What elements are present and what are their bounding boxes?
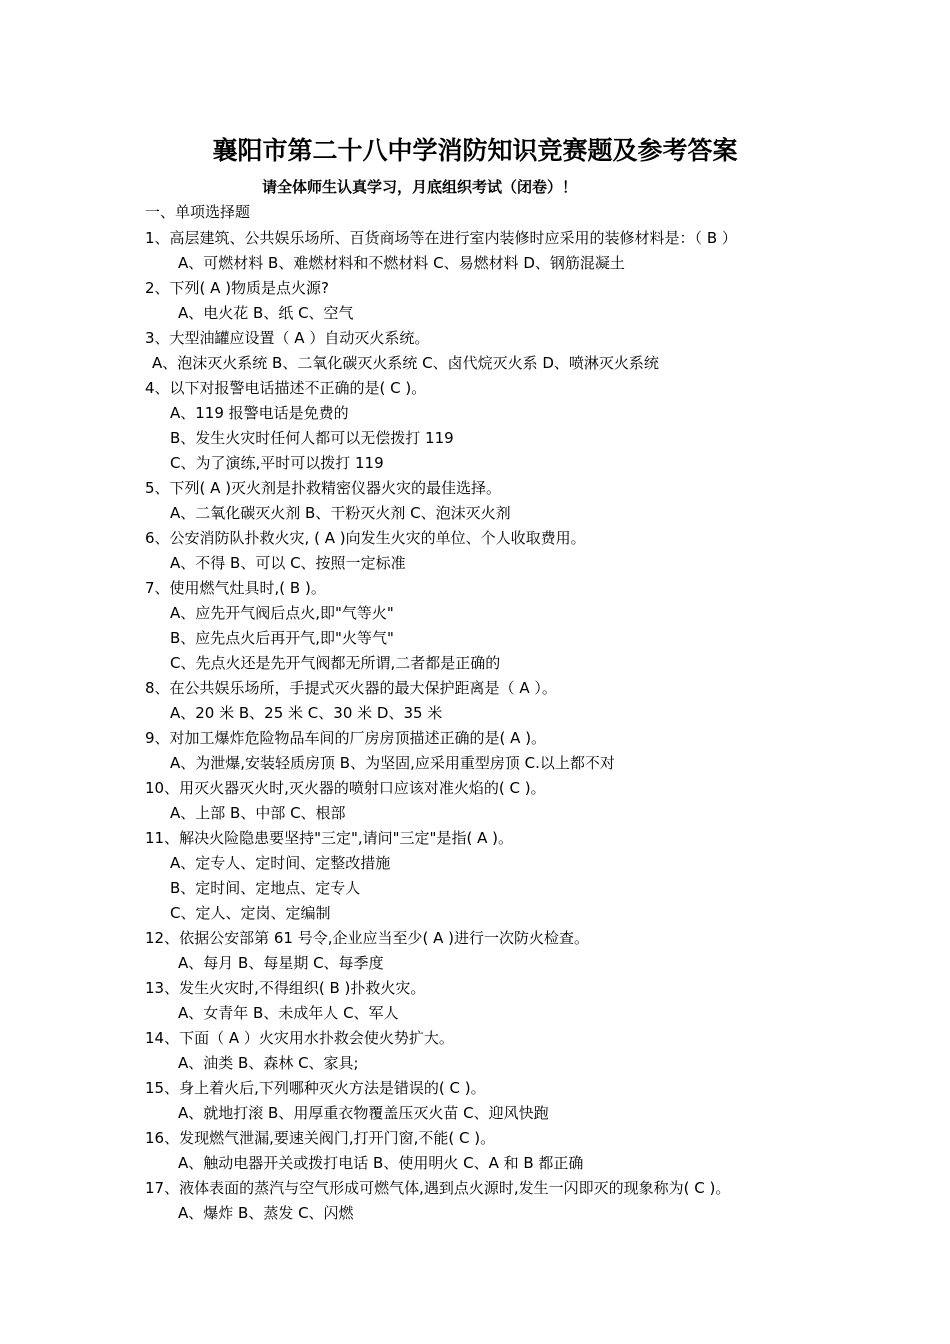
answer-options: A、119 报警电话是免费的 (170, 404, 349, 422)
answer-options: A、就地打滚 B、用厚重衣物覆盖压灭火苗 C、迎风快跑 (178, 1104, 549, 1122)
question-text: 13、发生火灾时,不得组织( B )扑救火灾。 (145, 979, 426, 997)
answer-options: A、应先开气阀后点火,即"气等火" (170, 604, 394, 622)
answer-options: B、应先点火后再开气,即"火等气" (170, 629, 394, 647)
answer-options: C、先点火还是先开气阀都无所谓,二者都是正确的 (170, 654, 501, 672)
question-text: 14、下面（ A ）火灾用水扑救会使火势扩大。 (145, 1029, 454, 1047)
question-text: 6、公安消防队扑救火灾, ( A )向发生火灾的单位、个人收取费用。 (145, 529, 586, 547)
answer-options: A、每月 B、每星期 C、每季度 (178, 954, 384, 972)
question-text: 5、下列( A )灭火剂是扑救精密仪器火灾的最佳选择。 (145, 479, 502, 497)
answer-options: A、触动电器开关或拨打电话 B、使用明火 C、A 和 B 都正确 (178, 1154, 584, 1172)
answer-options: A、泡沫灭火系统 B、二氧化碳灭火系统 C、卤代烷灭火系 D、喷淋灭火系统 (152, 354, 659, 372)
question-list (0, 226, 950, 1226)
question-text: 8、在公共娱乐场所，手提式灭火器的最大保护距离是（ A ）。 (145, 679, 557, 697)
answer-options: A、爆炸 B、蒸发 C、闪燃 (178, 1204, 354, 1222)
answer-options: A、为泄爆,安装轻质房顶 B、为坚固,应采用重型房顶 C.以上都不对 (170, 754, 615, 772)
question-text: 16、发现燃气泄漏,要速关阀门,打开门窗,不能( C )。 (145, 1129, 496, 1147)
answer-options: A、油类 B、森林 C、家具; (178, 1054, 359, 1072)
question-text: 15、身上着火后,下列哪种灭火方法是错误的( C )。 (145, 1079, 486, 1097)
answer-options: A、上部 B、中部 C、根部 (170, 804, 346, 822)
question-text: 10、用灭火器灭火时,灭火器的喷射口应该对准火焰的( C )。 (145, 779, 546, 797)
section-heading: 一、单项选择题 (145, 203, 251, 221)
answer-options: A、不得 B、可以 C、按照一定标准 (170, 554, 406, 572)
answer-options: A、定专人、定时间、定整改措施 (170, 854, 391, 872)
answer-options: A、可燃材料 B、难燃材料和不燃材料 C、易燃材料 D、钢筋混凝土 (178, 254, 625, 272)
document-title: 襄阳市第二十八中学消防知识竞赛题及参考答案 (212, 136, 738, 165)
question-text: 12、依据公安部第 61 号令,企业应当至少( A )进行一次防火检查。 (145, 929, 589, 947)
answer-options: C、为了演练,平时可以拨打 119 (170, 454, 384, 472)
question-text: 11、解决火险隐患要坚持"三定",请问"三定"是指( A )。 (145, 829, 513, 847)
exam-notice: 请全体师生认真学习，月底组织考试（闭卷）！ (262, 178, 578, 196)
question-text: 17、液体表面的蒸汽与空气形成可燃气体,遇到点火源时,发生一闪即灭的现象称为( C )。 (145, 1179, 731, 1197)
question-text: 1、高层建筑、公共娱乐场所、百货商场等在进行室内装修时应采用的装修材料是：（ B ） (145, 229, 737, 247)
question-text: 2、下列( A )物质是点火源? (145, 279, 330, 297)
answer-options: C、定人、定岗、定编制 (170, 904, 331, 922)
answer-options: A、20 米 B、25 米 C、30 米 D、35 米 (170, 704, 443, 722)
question-text: 4、以下对报警电话描述不正确的是( C )。 (145, 379, 427, 397)
answer-options: A、女青年 B、未成年人 C、军人 (178, 1004, 399, 1022)
question-text: 9、对加工爆炸危险物品车间的厂房房顶描述正确的是( A )。 (145, 729, 547, 747)
answer-options: B、定时间、定地点、定专人 (170, 879, 361, 897)
answer-options: B、发生火灾时任何人都可以无偿拨打 119 (170, 429, 454, 447)
question-text: 3、大型油罐应设置（ A ）自动灭火系统。 (145, 329, 430, 347)
question-text: 7、使用燃气灶具时,( B )。 (145, 579, 326, 597)
answer-options: A、电火花 B、纸 C、空气 (178, 304, 354, 322)
answer-options: A、二氧化碳灭火剂 B、干粉灭火剂 C、泡沫灭火剂 (170, 504, 511, 522)
